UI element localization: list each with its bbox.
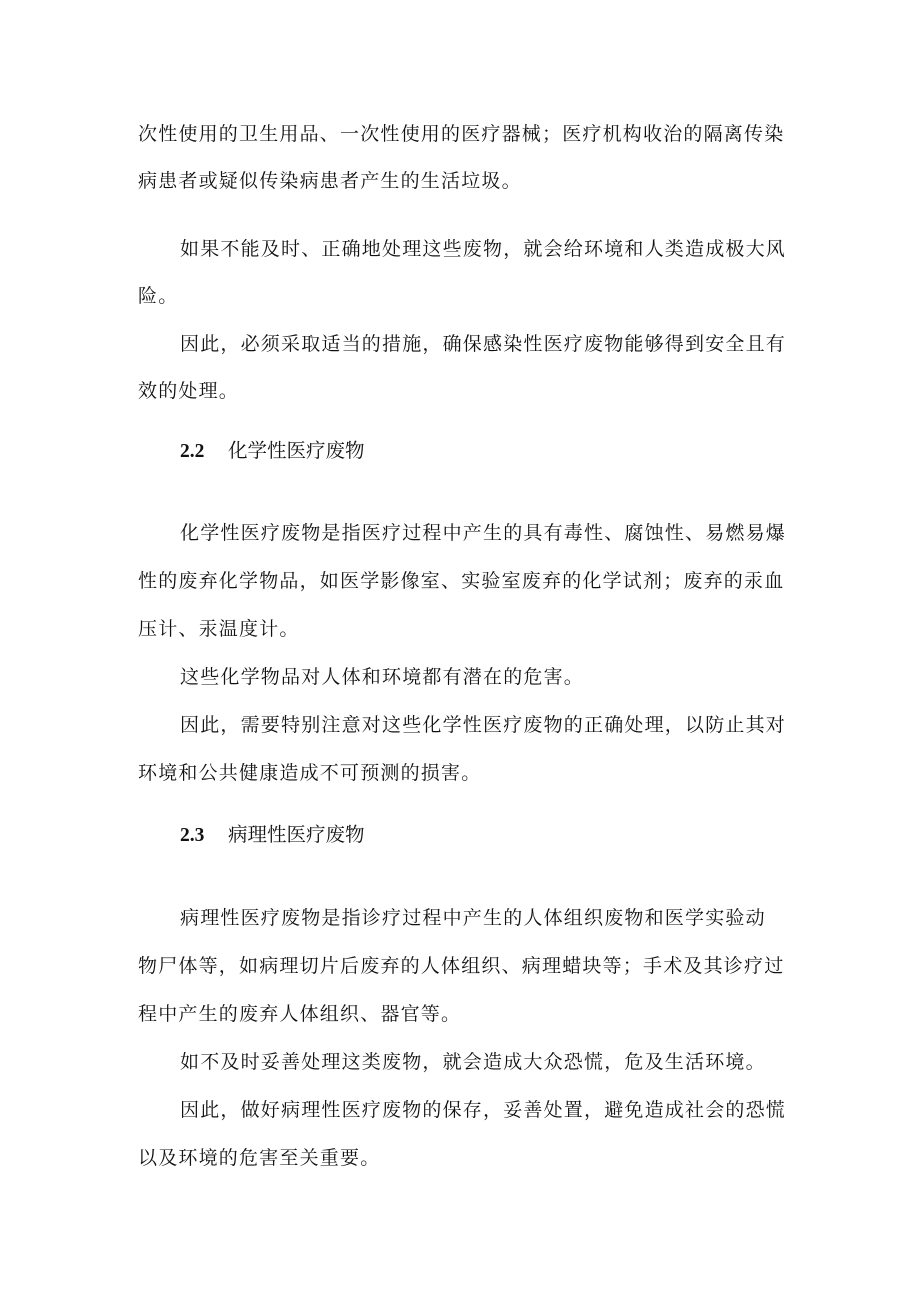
paragraph-line: 物尸体等，如病理切片后废弃的人体组织、病理蜡块等；手术及其诊疗过 bbox=[138, 955, 785, 977]
section-title: 病理性医疗废物 bbox=[228, 823, 365, 846]
paragraph-line: 险。 bbox=[138, 285, 179, 307]
section-number: 2.3 bbox=[180, 825, 205, 846]
section-heading-2-2 bbox=[180, 437, 365, 466]
paragraph-line: 性的废弃化学物品，如医学影像室、实验室废弃的化学试剂；废弃的汞血 bbox=[138, 570, 785, 592]
paragraph-line: 化学性医疗废物是指医疗过程中产生的具有毒性、腐蚀性、易燃易爆 bbox=[180, 522, 787, 544]
paragraph-line: 如果不能及时、正确地处理这些废物，就会给环境和人类造成极大风 bbox=[180, 238, 787, 260]
paragraph-line: 以及环境的危害至关重要。 bbox=[138, 1147, 381, 1169]
paragraph-line: 效的处理。 bbox=[138, 380, 240, 402]
section-title: 化学性医疗废物 bbox=[228, 439, 365, 462]
paragraph-line: 因此，必须采取适当的措施，确保感染性医疗废物能够得到安全且有 bbox=[180, 333, 787, 355]
paragraph-line: 因此，做好病理性医疗废物的保存，妥善处置，避免造成社会的恐慌 bbox=[180, 1099, 787, 1121]
section-heading-2-3 bbox=[180, 821, 365, 850]
paragraph-line: 这些化学物品对人体和环境都有潜在的危害。 bbox=[180, 666, 585, 688]
section-number: 2.2 bbox=[180, 441, 205, 462]
paragraph-line: 环境和公共健康造成不可预测的损害。 bbox=[138, 762, 482, 784]
paragraph-line: 次性使用的卫生用品、一次性使用的医疗器械；医疗机构收治的隔离传染 bbox=[138, 123, 785, 145]
paragraph-line: 因此，需要特别注意对这些化学性医疗废物的正确处理，以防止其对 bbox=[180, 714, 787, 736]
paragraph-line: 如不及时妥善处理这类废物，就会造成大众恐慌，危及生活环境。 bbox=[180, 1051, 766, 1073]
paragraph-line: 压计、汞温度计。 bbox=[138, 618, 300, 640]
paragraph-line: 程中产生的废弃人体组织、器官等。 bbox=[138, 1003, 462, 1025]
paragraph-line: 病患者或疑似传染病患者产生的生活垃圾。 bbox=[138, 170, 522, 192]
paragraph-line: 病理性医疗废物是指诊疗过程中产生的人体组织废物和医学实验动 bbox=[180, 907, 766, 929]
